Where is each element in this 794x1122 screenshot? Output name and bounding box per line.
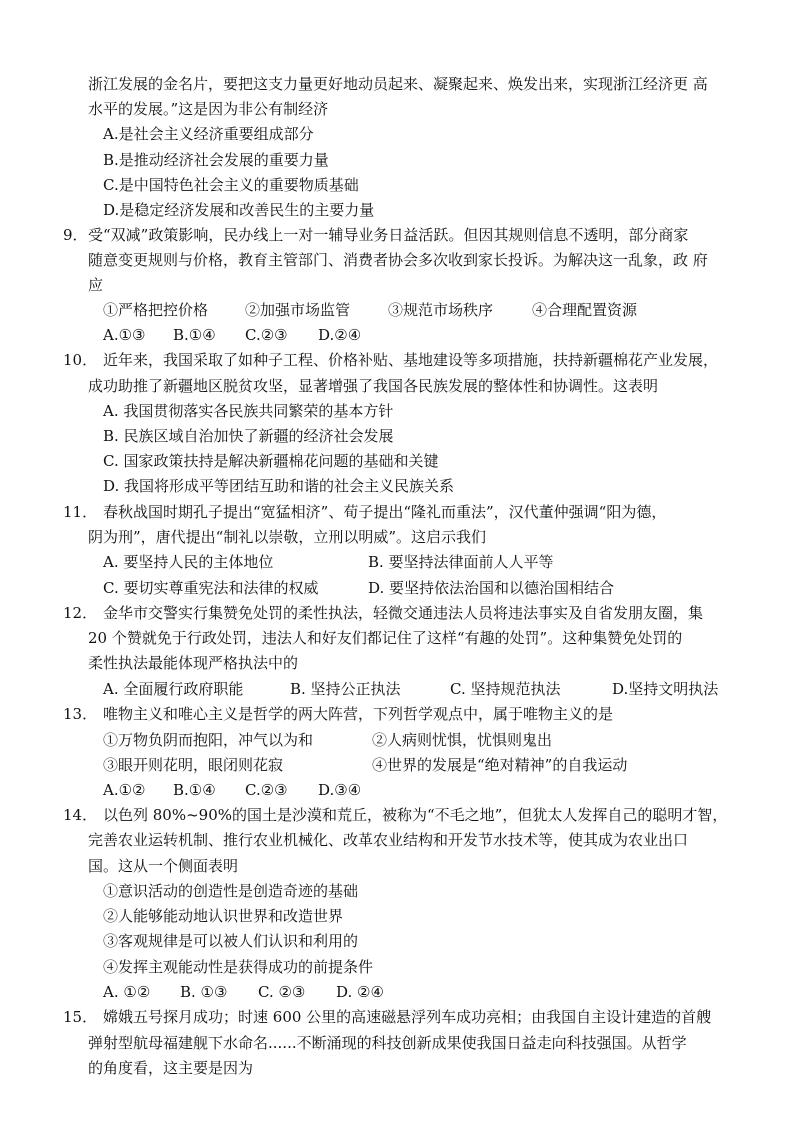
q10-option-c: C. 国家政策扶持是解决新疆棉花问题的基础和关键 (103, 452, 439, 470)
q8-option-a: A.是社会主义经济重要组成部分 (103, 125, 314, 143)
q8-option-b: B.是推动经济社会发展的重要力量 (103, 151, 329, 169)
q12-option-d: D.坚持文明执法 (612, 680, 719, 698)
q11-number: 11． (63, 503, 98, 521)
q8-option-c: C.是中国特色社会主义的重要物质基础 (103, 176, 359, 194)
q14-option-c: C. ②③ (258, 983, 306, 1001)
q15-number: 15． (63, 1008, 98, 1026)
q12-stem-line2: 20 个赞就免于行政处罚，违法人和好友们都记住了这样“有趣的处罚”。这种集赞免处罚的 (88, 629, 683, 647)
q9-item-2: ②加强市场监管 (245, 301, 351, 319)
q10-option-a: A. 我国贯彻落实各民族共同繁荣的基本方针 (103, 402, 394, 420)
q13-item-1: ①万物负阴而抱阳，冲气以为和 (103, 731, 314, 749)
q12-stem-line3: 柔性执法最能体现严格执法中的 (88, 654, 299, 672)
q11-stem-line1: 春秋战国时期孔子提出“宽猛相济”、荀子提出“隆礼而重法”，汉代董仲强调“阳为德， (103, 503, 667, 521)
q11-option-d: D. 要坚持依法治国和以德治国相结合 (368, 579, 615, 597)
q9-stem-line3: 应 (88, 276, 104, 294)
q12-option-c: C. 坚持规范执法 (450, 680, 561, 698)
q8-stem-line1: 浙江发展的金名片，要把这支力量更好地动员起来、凝聚起来、焕发出来，实现浙江经济更 高 (88, 75, 708, 93)
q9-option-b: B.①④ (173, 326, 216, 344)
q9-option-c: C.②③ (245, 326, 288, 344)
q12-option-a: A. 全面履行政府职能 (103, 680, 244, 698)
q13-option-d: D.③④ (318, 781, 362, 799)
q12-number: 12． (63, 604, 98, 622)
q8-stem-line2: 水平的发展。”这是因为非公有制经济 (88, 100, 329, 118)
q13-stem-line1: 唯物主义和唯心主义是哲学的两大阵营，下列哲学观点中，属于唯物主义的是 (103, 705, 614, 723)
q10-stem-line2: 成功助推了新疆地区脱贫攻坚，显著增强了我国各民族发展的整体性和协调性。这表明 (88, 377, 659, 395)
q15-stem-line1: 嫦娥五号探月成功；时速 600 公里的高速磁悬浮列车成功亮相；由我国自主设计建造的首艘 (103, 1008, 712, 1026)
q14-stem-line3: 国。这从一个侧面表明 (88, 857, 239, 875)
q13-item-2: ②人病则忧惧，忧惧则鬼出 (372, 731, 553, 749)
q14-stem-line2: 完善农业运转机制、推行农业机械化、改革农业结构和开发节水技术等，使其成为农业出口 (88, 831, 689, 849)
q10-number: 10． (63, 351, 98, 369)
q14-option-a: A. ①② (103, 983, 151, 1001)
q13-item-3: ③眼开则花明，眼闭则花寂 (103, 756, 284, 774)
q13-option-a: A.①② (103, 781, 146, 799)
q9-number: 9． (63, 226, 88, 244)
q13-option-b: B.①④ (173, 781, 216, 799)
q13-option-c: C.②③ (245, 781, 288, 799)
q14-option-d: D. ②④ (336, 983, 384, 1001)
q13-item-4: ④世界的发展是“绝对精神”的自我运动 (372, 756, 628, 774)
q11-option-a: A. 要坚持人民的主体地位 (103, 553, 274, 571)
q9-item-3: ③规范市场秩序 (388, 301, 494, 319)
q14-item-2: ②人能够能动地认识世界和改造世界 (103, 907, 344, 925)
q14-number: 14． (63, 806, 98, 824)
q11-option-c: C. 要切实尊重宪法和法律的权威 (103, 579, 319, 597)
q15-stem-line3: 的角度看，这主要是因为 (88, 1059, 254, 1077)
q14-item-3: ③客观规律是可以被人们认识和利用的 (103, 932, 359, 950)
q10-option-d: D. 我国将形成平等团结互助和谐的社会主义民族关系 (103, 477, 455, 495)
q9-stem-line1: 受“双减”政策影响，民办线上一对一辅导业务日益活跃。但因其规则信息不透明，部分商家 (88, 226, 689, 244)
q9-option-a: A.①③ (103, 326, 146, 344)
q11-stem-line2: 阴为刑”，唐代提出“制礼以崇敬，立刑以明威”。这启示我们 (88, 528, 487, 546)
q8-option-d: D.是稳定经济发展和改善民生的主要力量 (103, 201, 375, 219)
q13-number: 13． (63, 705, 98, 723)
q10-stem-line1: 近年来，我国采取了如种子工程、价格补贴、基地建设等多项措施，扶持新疆棉花产业发展， (103, 351, 719, 369)
q14-option-b: B. ①③ (180, 983, 228, 1001)
q15-stem-line2: 弹射型航母福建舰下水命名......不断涌现的科技创新成果使我国日益走向科技强国。从哲学 (88, 1034, 687, 1052)
q12-option-b: B. 坚持公正执法 (290, 680, 401, 698)
q14-item-4: ④发挥主观能动性是获得成功的前提条件 (103, 958, 374, 976)
q9-item-1: ①严格把控价格 (103, 301, 209, 319)
q9-stem-line2: 随意变更规则与价格，教育主管部门、消费者协会多次收到家长投诉。为解决这一乱象，政 府 (88, 251, 708, 269)
q10-option-b: B. 民族区域自治加快了新疆的经济社会发展 (103, 427, 394, 445)
q11-option-b: B. 要坚持法律面前人人平等 (368, 553, 554, 571)
q12-stem-line1: 金华市交警实行集赞免处罚的柔性执法，轻微交通违法人员将违法事实及自省发朋友圈，集 (103, 604, 704, 622)
q9-item-4: ④合理配置资源 (532, 301, 638, 319)
q14-stem-line1: 以色列 80%~90%的国土是沙漠和荒丘，被称为“不毛之地”，但犹太人发挥自己的聪明才智， (103, 806, 728, 824)
q9-option-d: D.②④ (318, 326, 362, 344)
q14-item-1: ①意识活动的创造性是创造奇迹的基础 (103, 882, 359, 900)
